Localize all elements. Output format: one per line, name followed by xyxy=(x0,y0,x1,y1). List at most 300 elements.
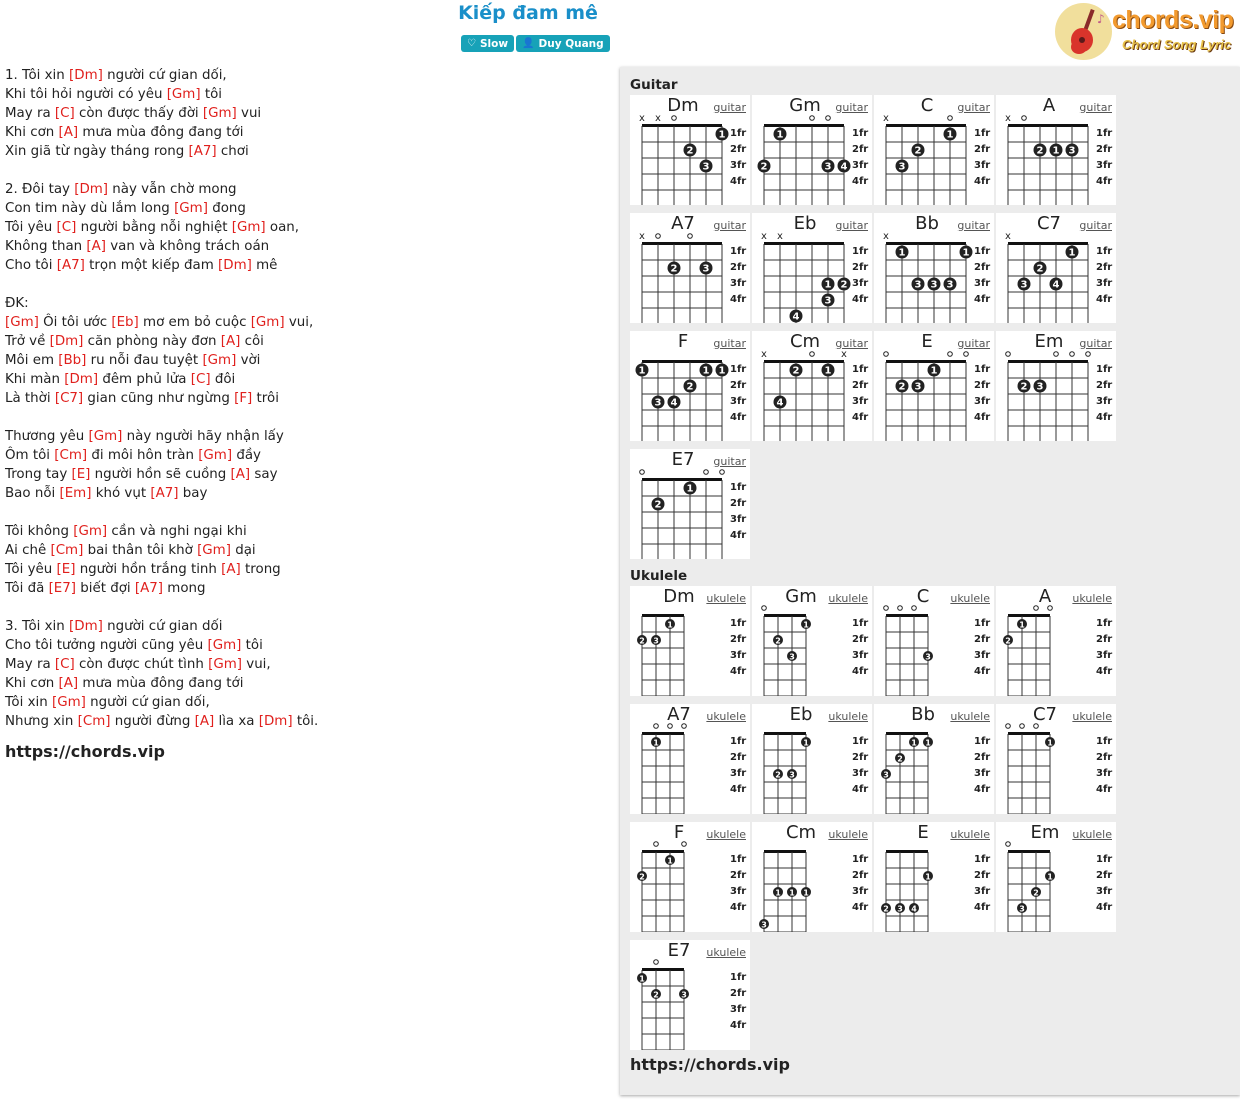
chord-link[interactable]: [A7] xyxy=(150,486,179,501)
guitar-link[interactable]: guitar xyxy=(957,337,990,350)
chord-link[interactable]: [A] xyxy=(86,239,106,254)
chord-link[interactable]: [A7] xyxy=(56,258,85,273)
fret-label: 4fr xyxy=(852,176,869,187)
ukulele-chord-gm[interactable] xyxy=(752,586,872,696)
fret-label: 2fr xyxy=(1096,634,1113,645)
finger-number: 2 xyxy=(775,770,781,780)
finger-number: 1 xyxy=(911,738,917,748)
fret-label: 2fr xyxy=(974,144,991,155)
site-logo[interactable] xyxy=(1055,3,1235,61)
nut xyxy=(886,850,928,853)
fret-label: 4fr xyxy=(974,666,991,677)
lyric-text: cần và nghi ngại khi xyxy=(107,524,247,539)
finger-number: 1 xyxy=(925,872,931,882)
finger-number: 3 xyxy=(930,279,938,291)
lyric-lines xyxy=(5,66,605,731)
guitar-link[interactable]: guitar xyxy=(1079,219,1112,232)
open-string-marker xyxy=(1006,352,1011,357)
lyric-text: Là thời xyxy=(5,391,55,406)
lyric-text: Khi cơn xyxy=(5,125,59,140)
lyric-text: người cứ gian dối, xyxy=(102,68,227,83)
ukulele-chord-dm[interactable] xyxy=(630,586,750,696)
chord-name: Em xyxy=(1034,331,1064,352)
lyric-line xyxy=(5,465,605,484)
guitar-link[interactable]: guitar xyxy=(713,337,746,350)
finger-number: 1 xyxy=(776,129,784,141)
chord-link[interactable]: [Bb] xyxy=(58,353,87,368)
lyric-text: Ôm tôi xyxy=(5,448,55,463)
guitar-chord-f[interactable] xyxy=(630,331,750,441)
chord-link[interactable]: [Dm] xyxy=(69,68,103,83)
fret-label: 2fr xyxy=(852,870,869,881)
fret-label: 4fr xyxy=(852,902,869,913)
finger-number: 3 xyxy=(1019,904,1025,914)
lyric-text: Môi em xyxy=(5,353,59,368)
nut xyxy=(764,242,844,245)
lyric-text: bai thân tôi khờ xyxy=(83,543,198,558)
chord-link[interactable]: [Gm] xyxy=(51,695,86,710)
lyric-line xyxy=(5,294,605,313)
chord-link[interactable]: [E] xyxy=(71,467,91,482)
lyric-line xyxy=(5,370,605,389)
guitar-link[interactable]: guitar xyxy=(713,101,746,114)
finger-number: 1 xyxy=(930,365,938,377)
ukulele-chord-a7[interactable] xyxy=(630,704,750,814)
fret-label: 3fr xyxy=(1096,886,1113,897)
muted-string-marker: x xyxy=(883,231,889,242)
open-string-marker xyxy=(898,606,903,611)
chord-name: E7 xyxy=(671,449,695,470)
chord-link[interactable]: [Dm] xyxy=(218,258,252,273)
chord-link[interactable]: [A] xyxy=(230,467,251,482)
ukulele-chord-c[interactable] xyxy=(874,586,994,696)
fret-label: 2fr xyxy=(974,634,991,645)
ukulele-link[interactable]: ukulele xyxy=(828,592,868,605)
finger-number: 3 xyxy=(897,904,903,914)
ukulele-chord-eb[interactable] xyxy=(752,704,872,814)
fret-label: 2fr xyxy=(1096,752,1113,763)
chord-name: E7 xyxy=(667,940,691,961)
lyric-text: Tôi đã xyxy=(5,581,49,596)
logo-tagline: Chord Song Lyric xyxy=(1122,37,1232,52)
fret-label: 3fr xyxy=(730,396,747,407)
chord-link[interactable]: [Gm] xyxy=(73,524,108,539)
finger-number: 4 xyxy=(911,904,917,914)
guitar-chord-em[interactable] xyxy=(996,331,1116,441)
finger-number: 2 xyxy=(1036,263,1044,275)
ukulele-chord-f[interactable] xyxy=(630,822,750,932)
nut xyxy=(886,360,966,363)
chord-link[interactable]: [Gm] xyxy=(250,315,285,330)
nut xyxy=(642,732,684,735)
fret-label: 2fr xyxy=(1096,380,1113,391)
finger-number: 1 xyxy=(803,888,809,898)
chord-link[interactable]: [Dm] xyxy=(258,714,293,729)
guitar-chord-e7[interactable] xyxy=(630,449,750,559)
chord-link[interactable]: [Gm] xyxy=(197,543,231,558)
chord-link[interactable]: [Eb] xyxy=(111,315,139,330)
chord-link[interactable]: [A7] xyxy=(134,581,164,596)
finger-number: 1 xyxy=(718,129,726,141)
chord-link[interactable]: [Dm] xyxy=(64,372,99,387)
fret-label: 2fr xyxy=(730,380,747,391)
fret-label: 2fr xyxy=(730,752,747,763)
open-string-marker xyxy=(668,724,673,729)
open-string-marker xyxy=(654,842,659,847)
guitar-chord-gm[interactable] xyxy=(752,95,872,205)
guitar-link[interactable]: guitar xyxy=(1079,337,1112,350)
open-string-marker xyxy=(1022,116,1027,121)
finger-number: 1 xyxy=(702,365,710,377)
fret-label: 1fr xyxy=(852,364,869,375)
chord-name: Dm xyxy=(663,586,695,607)
finger-number: 2 xyxy=(883,904,889,914)
finger-number: 1 xyxy=(667,856,673,866)
ukulele-link[interactable]: ukulele xyxy=(1072,592,1112,605)
lyric-text: Khi cơn xyxy=(5,676,59,691)
lyric-text: này vẫn chờ mong xyxy=(108,182,237,197)
ukulele-link[interactable]: ukulele xyxy=(950,828,990,841)
finger-number: 3 xyxy=(654,397,662,409)
chord-link[interactable]: [Dm] xyxy=(74,182,109,197)
lyric-text: Khi màn xyxy=(5,372,65,387)
guitar-chord-e[interactable] xyxy=(874,331,994,441)
fret-label: 2fr xyxy=(974,752,991,763)
lyric-text: biết đợi xyxy=(76,581,135,596)
lyric-line xyxy=(5,180,605,199)
open-string-marker xyxy=(912,606,917,611)
finger-number: 2 xyxy=(1005,636,1011,646)
ukulele-link[interactable]: ukulele xyxy=(706,946,746,959)
ukulele-link[interactable]: ukulele xyxy=(706,592,746,605)
finger-number: 3 xyxy=(1068,145,1076,157)
muted-string-marker: x xyxy=(761,349,767,360)
nut xyxy=(1008,614,1050,617)
lyric-text: bay xyxy=(178,486,208,501)
ukulele-link[interactable]: ukulele xyxy=(828,828,868,841)
chord-link[interactable]: [Dm] xyxy=(49,334,84,349)
chord-name: Eb xyxy=(789,704,813,725)
nut xyxy=(642,968,684,971)
open-string-marker xyxy=(688,234,693,239)
lyric-line xyxy=(5,123,605,142)
chord-link[interactable]: [Gm] xyxy=(5,315,39,330)
chord-link[interactable]: [Em] xyxy=(59,486,92,501)
lyric-line xyxy=(5,427,605,446)
nut xyxy=(1008,242,1088,245)
lyric-text: 3. Tôi xin xyxy=(5,619,70,634)
chord-link[interactable]: [Gm] xyxy=(174,201,208,216)
finger-number: 1 xyxy=(789,888,795,898)
open-string-marker xyxy=(1054,352,1059,357)
ukulele-link[interactable]: ukulele xyxy=(706,710,746,723)
guitar-chord-eb[interactable] xyxy=(752,213,872,323)
stanza-gap xyxy=(5,408,605,427)
open-string-marker xyxy=(654,724,659,729)
guitar-link[interactable]: guitar xyxy=(835,337,868,350)
finger-number: 2 xyxy=(760,161,768,173)
lyric-text: Thương yêu xyxy=(5,429,89,444)
lyric-text: 2. Đôi tay xyxy=(5,182,75,197)
chord-name: C7 xyxy=(1036,213,1062,234)
lyric-text: này người hãy nhận lấy xyxy=(122,429,284,444)
fret-label: 3fr xyxy=(852,768,869,779)
chord-link[interactable]: [Gm] xyxy=(208,657,243,672)
lyric-text: gian cũng như ngừng xyxy=(83,391,235,406)
lyric-text: mơ em bỏ cuộc xyxy=(138,315,251,330)
finger-number: 1 xyxy=(686,483,694,495)
guitar-link[interactable]: guitar xyxy=(713,219,746,232)
ukulele-chord-cm[interactable] xyxy=(752,822,872,932)
ukulele-link[interactable]: ukulele xyxy=(828,710,868,723)
chord-link[interactable]: [C] xyxy=(54,657,75,672)
fret-label: 3fr xyxy=(1096,278,1113,289)
guitar-chord-a7[interactable] xyxy=(630,213,750,323)
lyric-line xyxy=(5,104,605,123)
fret-label: 4fr xyxy=(974,176,991,187)
chord-link[interactable]: [A] xyxy=(194,714,215,729)
ukulele-chord-bb[interactable] xyxy=(874,704,994,814)
muted-string-marker: x xyxy=(639,231,645,242)
fret-label: 3fr xyxy=(974,650,991,661)
fret-label: 3fr xyxy=(730,886,747,897)
ukulele-chord-e[interactable] xyxy=(874,822,994,932)
fret-label: 1fr xyxy=(1096,246,1113,257)
lyric-line xyxy=(5,617,605,636)
open-string-marker xyxy=(948,116,953,121)
ukulele-chord-e7[interactable] xyxy=(630,940,750,1050)
chord-link[interactable]: [Gm] xyxy=(207,638,242,653)
guitar-chord-bb[interactable] xyxy=(874,213,994,323)
fret-label: 3fr xyxy=(1096,768,1113,779)
finger-number: 1 xyxy=(667,620,673,630)
chord-link[interactable]: [Cm] xyxy=(54,448,88,463)
guitar-link[interactable]: guitar xyxy=(1079,101,1112,114)
open-string-marker xyxy=(656,234,661,239)
fret-label: 4fr xyxy=(1096,902,1113,913)
lyric-text: tôi xyxy=(200,87,222,102)
lyric-text: trôi xyxy=(252,391,279,406)
fret-label: 3fr xyxy=(852,396,869,407)
chord-link[interactable]: [Cm] xyxy=(50,543,84,558)
ukulele-link[interactable]: ukulele xyxy=(950,710,990,723)
guitar-chord-dm[interactable] xyxy=(630,95,750,205)
open-string-marker xyxy=(1006,724,1011,729)
lyric-text: ru nỗi đau tuyệt xyxy=(86,353,203,368)
fret-label: 4fr xyxy=(1096,666,1113,677)
chord-link[interactable]: [E7] xyxy=(48,581,76,596)
guitar-link[interactable]: guitar xyxy=(713,455,746,468)
lyric-line xyxy=(5,256,605,275)
tag-singer[interactable] xyxy=(516,35,610,52)
fret-label: 3fr xyxy=(852,278,869,289)
chord-link[interactable]: [E] xyxy=(56,562,76,577)
guitar-link[interactable]: guitar xyxy=(835,219,868,232)
chord-link[interactable]: [A] xyxy=(220,334,241,349)
fret-label: 4fr xyxy=(730,412,747,423)
chord-link[interactable]: [Dm] xyxy=(69,619,103,634)
guitar-link[interactable]: guitar xyxy=(957,101,990,114)
lyric-text: May ra xyxy=(5,106,55,121)
lyric-text: Xin giã từ ngày tháng rong xyxy=(5,144,189,159)
lyric-text: người cứ gian dối, xyxy=(85,695,210,710)
finger-number: 1 xyxy=(638,365,646,377)
open-string-marker xyxy=(1034,606,1039,611)
fret-label: 3fr xyxy=(852,650,869,661)
chord-link[interactable]: [A] xyxy=(58,676,79,691)
nut xyxy=(886,614,928,617)
fret-label: 3fr xyxy=(1096,650,1113,661)
finger-number: 3 xyxy=(883,770,889,780)
lyric-line xyxy=(5,655,605,674)
ukulele-link[interactable]: ukulele xyxy=(1072,828,1112,841)
chord-link[interactable]: [A] xyxy=(58,125,79,140)
chord-link[interactable]: [C] xyxy=(56,220,77,235)
lyric-text: mưa mùa đông đang tới xyxy=(78,125,244,140)
lyric-line xyxy=(5,522,605,541)
chord-link[interactable]: [A] xyxy=(221,562,241,577)
finger-number: 3 xyxy=(1036,381,1044,393)
nut xyxy=(1008,124,1088,127)
fret-label: 3fr xyxy=(730,278,747,289)
finger-number: 1 xyxy=(824,279,832,291)
fret-label: 1fr xyxy=(730,364,747,375)
fret-label: 2fr xyxy=(852,752,869,763)
guitar-section-label: Guitar xyxy=(630,77,678,93)
ukulele-link[interactable]: ukulele xyxy=(706,828,746,841)
lyric-line xyxy=(5,674,605,693)
fret-label: 3fr xyxy=(730,1004,747,1015)
lyric-line xyxy=(5,484,605,503)
fret-label: 2fr xyxy=(974,380,991,391)
chord-link[interactable]: [Gm] xyxy=(166,87,201,102)
finger-number: 3 xyxy=(914,381,922,393)
chord-link[interactable]: [Gm] xyxy=(231,220,266,235)
finger-number: 3 xyxy=(789,770,795,780)
open-string-marker xyxy=(682,724,687,729)
fret-label: 1fr xyxy=(974,854,991,865)
fret-label: 4fr xyxy=(974,784,991,795)
finger-number: 1 xyxy=(803,620,809,630)
stanza-gap xyxy=(5,503,605,522)
finger-number: 1 xyxy=(653,738,659,748)
chord-link[interactable]: [Gm] xyxy=(198,448,233,463)
fret-label: 3fr xyxy=(974,160,991,171)
fret-label: 4fr xyxy=(1096,412,1113,423)
finger-number: 2 xyxy=(654,499,662,511)
fret-label: 1fr xyxy=(730,854,747,865)
open-string-marker xyxy=(826,116,831,121)
tag-rhythm[interactable] xyxy=(461,35,514,52)
open-string-marker xyxy=(704,470,709,475)
muted-string-marker: x xyxy=(1005,231,1011,242)
lyric-text: mong xyxy=(163,581,206,596)
fret-label: 1fr xyxy=(852,854,869,865)
muted-string-marker: x xyxy=(883,113,889,124)
ukulele-chord-c7[interactable] xyxy=(996,704,1116,814)
chord-link[interactable]: [C] xyxy=(54,106,75,121)
site-url[interactable]: https://chords.vip xyxy=(5,742,165,761)
fret-label: 2fr xyxy=(1096,262,1113,273)
nut xyxy=(764,850,806,853)
fret-label: 2fr xyxy=(852,262,869,273)
lyric-text: côi xyxy=(240,334,264,349)
open-string-marker xyxy=(672,116,677,121)
muted-string-marker: x xyxy=(1005,113,1011,124)
finger-number: 3 xyxy=(925,652,931,662)
fret-label: 1fr xyxy=(730,972,747,983)
finger-number: 2 xyxy=(653,990,659,1000)
lyric-text: lìa xa xyxy=(214,714,259,729)
chord-link[interactable]: [C] xyxy=(190,372,211,387)
finger-number: 1 xyxy=(946,129,954,141)
nut xyxy=(642,124,722,127)
fret-label: 2fr xyxy=(852,144,869,155)
chord-link[interactable]: [C7] xyxy=(54,391,84,406)
fret-label: 1fr xyxy=(974,364,991,375)
lyric-text: tôi. xyxy=(292,714,319,729)
guitar-chord-c[interactable] xyxy=(874,95,994,205)
fret-label: 3fr xyxy=(1096,396,1113,407)
ukulele-chord-a[interactable] xyxy=(996,586,1116,696)
guitar-chord-c7[interactable] xyxy=(996,213,1116,323)
chord-link[interactable]: [Cm] xyxy=(77,714,111,729)
lyric-text: còn được chút tình xyxy=(74,657,209,672)
muted-string-marker: x xyxy=(777,231,783,242)
ukulele-chord-em[interactable] xyxy=(996,822,1116,932)
ukulele-link[interactable]: ukulele xyxy=(950,592,990,605)
lyric-text: dại xyxy=(230,543,256,558)
chord-link[interactable]: [A7] xyxy=(188,144,217,159)
fret-label: 1fr xyxy=(1096,736,1113,747)
finger-number: 4 xyxy=(840,161,848,173)
ukulele-link[interactable]: ukulele xyxy=(1072,710,1112,723)
fret-label: 1fr xyxy=(852,246,869,257)
fret-label: 2fr xyxy=(730,634,747,645)
lyric-line xyxy=(5,712,605,731)
chord-link[interactable]: [Gm] xyxy=(202,106,237,121)
lyric-text: ĐK: xyxy=(5,296,29,311)
nut xyxy=(1008,360,1088,363)
ukulele-section-label: Ukulele xyxy=(630,568,688,584)
guitar-chord-a[interactable] xyxy=(996,95,1116,205)
muted-string-marker: x xyxy=(841,349,847,360)
lyric-text: Bao nỗi xyxy=(5,486,60,501)
fret-label: 2fr xyxy=(730,498,747,509)
finger-number: 3 xyxy=(761,920,767,930)
fret-label: 2fr xyxy=(1096,870,1113,881)
fret-label: 3fr xyxy=(852,160,869,171)
fret-label: 2fr xyxy=(730,988,747,999)
chord-link[interactable]: [F] xyxy=(234,391,253,406)
lyric-text: vui, xyxy=(284,315,314,330)
chord-name: E xyxy=(917,822,929,843)
fret-label: 1fr xyxy=(730,246,747,257)
nut xyxy=(764,124,844,127)
chord-link[interactable]: [Gm] xyxy=(88,429,123,444)
muted-string-marker: x xyxy=(655,113,661,124)
guitar-chord-cm[interactable] xyxy=(752,331,872,441)
guitar-link[interactable]: guitar xyxy=(835,101,868,114)
panel-site-url[interactable]: https://chords.vip xyxy=(630,1055,790,1074)
lyric-line xyxy=(5,351,605,370)
guitar-link[interactable]: guitar xyxy=(957,219,990,232)
lyric-text: say xyxy=(250,467,278,482)
finger-number: 2 xyxy=(639,636,645,646)
lyric-line xyxy=(5,199,605,218)
fret-label: 2fr xyxy=(974,262,991,273)
chord-link[interactable]: [Gm] xyxy=(202,353,237,368)
